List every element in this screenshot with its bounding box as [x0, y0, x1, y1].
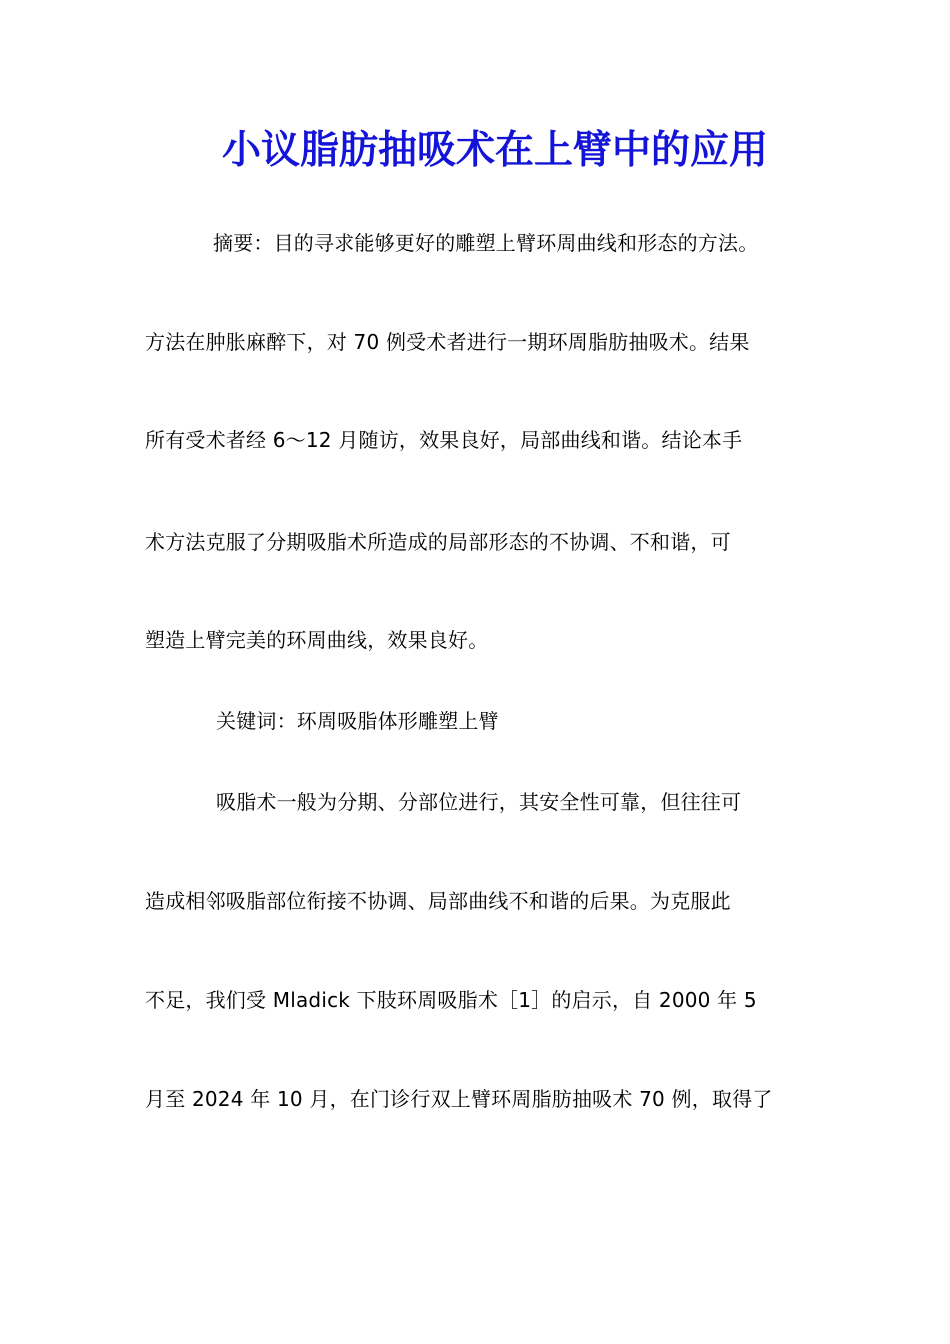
body-line-1: 吸脂术一般为分期、分部位进行，其安全性可靠，但往往可 — [216, 790, 742, 814]
body-line-4: 月至 2024 年 10 月，在门诊行双上臂环周脂肪抽吸术 70 例，取得了 — [145, 1087, 773, 1111]
abstract-line-2: 方法在肿胀麻醉下，对 70 例受术者进行一期环周脂肪抽吸术。结果 — [145, 330, 750, 354]
abstract-line-3: 所有受术者经 6～12 月随访，效果良好，局部曲线和谐。结论本手 — [145, 428, 743, 452]
body-line-3: 不足，我们受 Mladick 下肢环周吸脂术［1］的启示，自 2000 年 5 — [145, 988, 757, 1012]
abstract-line-1: 摘要：目的寻求能够更好的雕塑上臂环周曲线和形态的方法。 — [213, 231, 759, 255]
keywords-line: 关键词：环周吸脂体形雕塑上臂 — [216, 709, 499, 733]
abstract-line-4: 术方法克服了分期吸脂术所造成的局部形态的不协调、不和谐，可 — [145, 530, 731, 554]
page-title: 小议脂肪抽吸术在上臂中的应用 — [221, 127, 768, 173]
abstract-line-5: 塑造上臂完美的环周曲线，效果良好。 — [145, 628, 489, 652]
body-line-2: 造成相邻吸脂部位衔接不协调、局部曲线不和谐的后果。为克服此 — [145, 889, 731, 913]
